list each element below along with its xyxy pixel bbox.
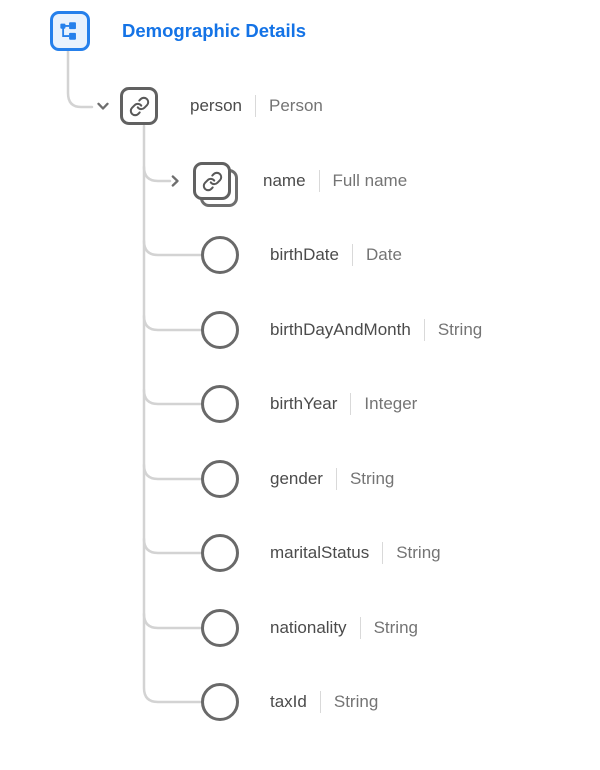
field-divider [350,393,351,415]
circle-field-icon [201,609,239,647]
field-name: birthDate [270,245,339,264]
field-name: maritalStatus [270,543,370,562]
field-name: gender [270,469,323,488]
field-divider [360,617,361,639]
field-type: String [396,543,441,562]
field-divider [319,170,320,192]
field-type: Person [268,96,323,115]
tree-node-gender[interactable] [201,457,394,501]
field-name: birthYear [270,394,338,413]
chevron-right-icon[interactable] [171,175,180,187]
tree-node-maritalStatus[interactable] [201,531,441,575]
field-name: person [190,96,242,115]
field-divider [352,244,353,266]
field-type: Date [365,245,402,264]
field-type: Full name [332,171,408,190]
field-name: nationality [270,618,347,637]
tree-node-taxId[interactable] [201,680,378,724]
field-name: birthDayAndMonth [270,320,411,339]
field-divider [255,95,256,117]
circle-field-icon [201,385,239,423]
circle-field-icon [201,460,239,498]
field-type: String [349,469,395,488]
schema-root-node[interactable] [50,11,306,51]
schema-tree-icon [50,11,90,51]
field-type: String [437,320,483,339]
field-divider [336,468,337,490]
tree-node-person[interactable] [97,84,323,128]
field-name: taxId [270,692,307,711]
circle-field-icon [201,311,239,349]
tree-node-birthDayAndMonth[interactable] [201,308,482,352]
field-type: Integer [364,394,418,413]
tree-node-birthYear[interactable] [201,382,417,426]
field-type: String [373,618,418,637]
field-type: String [333,692,379,711]
chevron-down-icon[interactable] [97,102,109,111]
link-icon [120,87,158,125]
field-divider [424,319,425,341]
circle-field-icon [201,236,239,274]
field-divider [320,691,321,713]
circle-field-icon [201,534,239,572]
tree-node-name[interactable] [171,159,407,203]
tree-node-nationality[interactable] [201,606,418,650]
field-name: name [263,171,306,190]
circle-field-icon [201,683,239,721]
tree-node-birthDate[interactable] [201,233,402,277]
stacked-link-icon [193,162,231,200]
field-divider [382,542,383,564]
link-icon [193,162,231,200]
schema-title[interactable]: Demographic Details [122,20,307,41]
